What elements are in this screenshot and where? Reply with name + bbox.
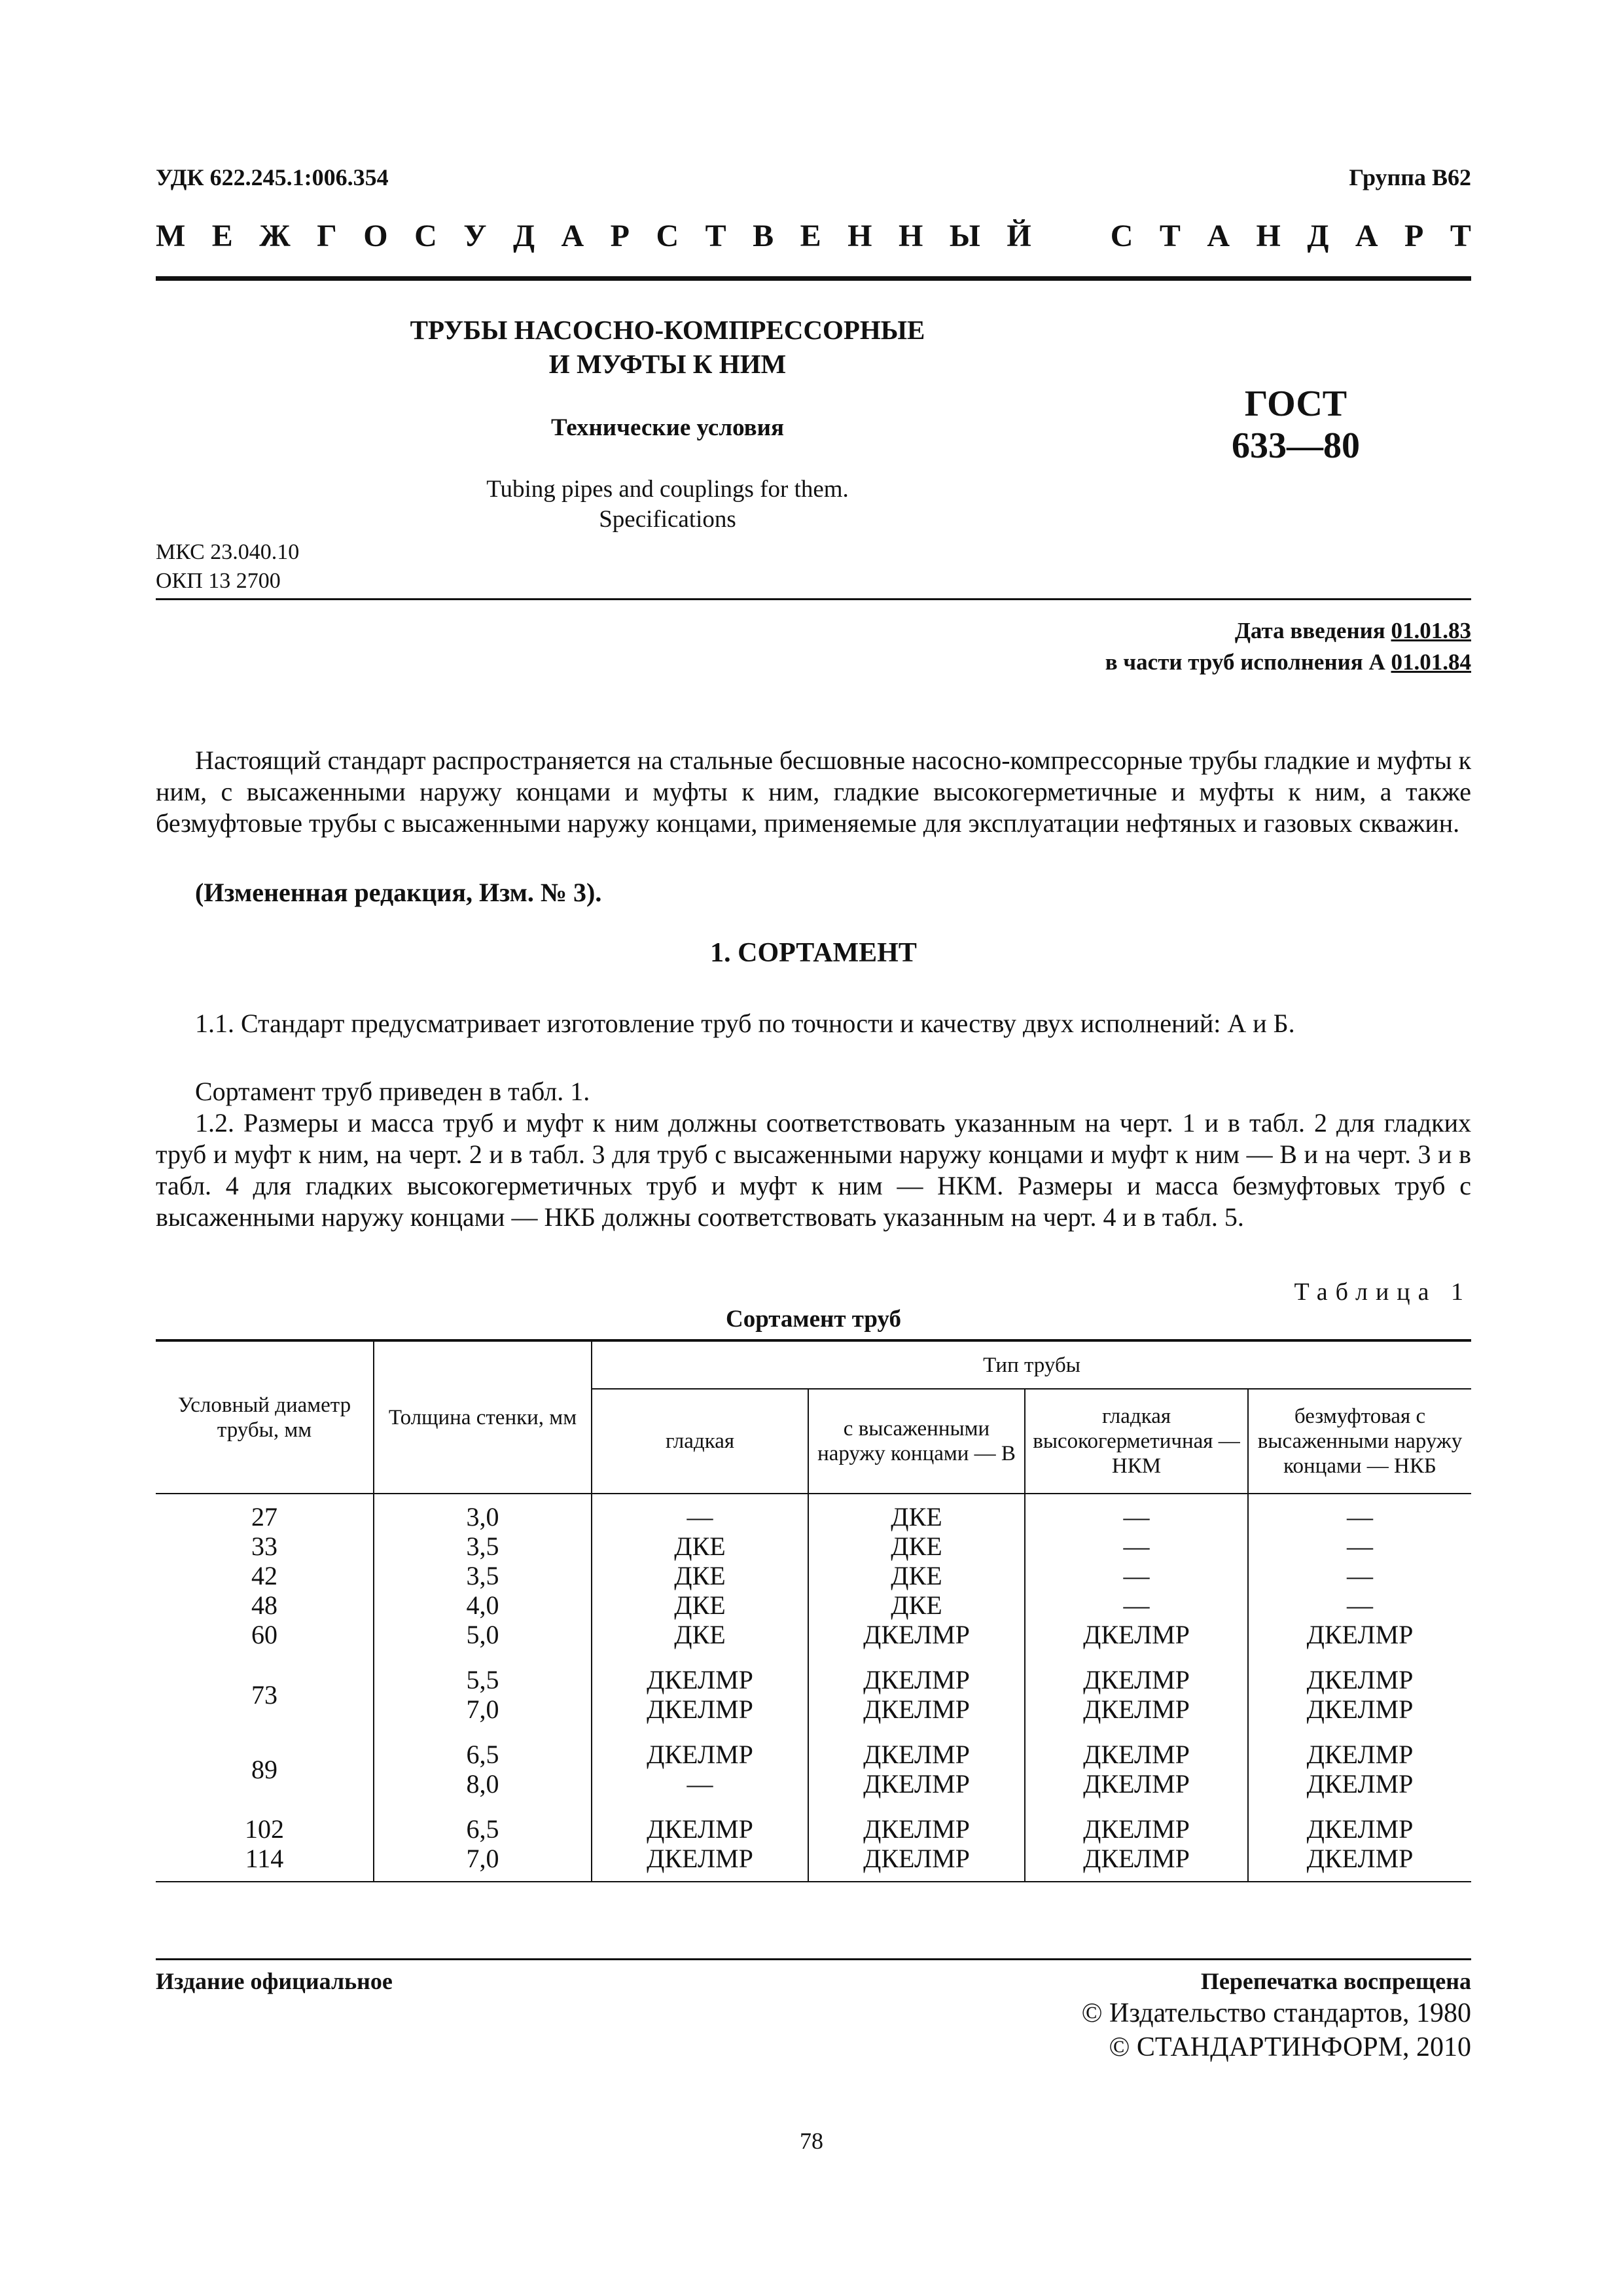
banner-letter: М: [156, 219, 186, 253]
banner-letter: Т: [1159, 219, 1181, 253]
banner-letter: Т: [1450, 219, 1471, 253]
table-cell-wall: [374, 1732, 592, 1806]
scope-paragraph: Настоящий стандарт распространяется на стальные бесшовные насосно-компрессорные трубы гладкие и муфты к ним, с высаженными наружу концами и муфты к ним, гладкие высокогерметичные и муфты к ним, а также безмуфтовые трубы с высаженными наружу концами, применяемые для эксплуатации нефтяных и газовых скважин.: [156, 745, 1471, 838]
cell-value: ДКЕЛМР: [863, 1695, 970, 1724]
copyright-line-1: © Издательство стандартов, 1980: [1081, 1998, 1471, 2028]
banner-letter: Ж: [259, 219, 291, 253]
banner-letter: С: [414, 219, 437, 253]
banner-letter: А: [1355, 219, 1378, 253]
banner-letter: С: [656, 219, 679, 253]
introduction-dates: [1105, 615, 1471, 678]
table-cell-c3: [1025, 1806, 1248, 1882]
document-title: [288, 313, 1047, 381]
cell-value: ДКЕЛМР: [863, 1814, 970, 1844]
table-row: [156, 1494, 1471, 1657]
cell-value: ДКЕ: [891, 1561, 942, 1590]
okp-code: ОКП 13 2700: [156, 569, 281, 593]
cell-value: —: [1347, 1561, 1373, 1590]
official-edition: Издание официальное: [156, 1968, 393, 1994]
header-col-upset: с высаженными наружу концами — В: [808, 1389, 1025, 1494]
cell-value: ДКЕЛМР: [863, 1740, 970, 1769]
cell-value: —: [1123, 1502, 1150, 1532]
english-title-line-2: Specifications: [599, 506, 736, 533]
cell-value: ДКЕ: [891, 1532, 942, 1561]
title-rule: [156, 598, 1471, 600]
cell-value: ДКЕЛМР: [1083, 1620, 1190, 1649]
cell-value: ДКЕЛМР: [647, 1695, 753, 1724]
cell-value: ДКЕ: [674, 1590, 726, 1620]
table-cell-c3: [1025, 1732, 1248, 1806]
cell-value: —: [1347, 1532, 1373, 1561]
cell-value: 8,0: [466, 1769, 499, 1799]
banner-letter: О: [363, 219, 388, 253]
table-cell-c2: [808, 1494, 1025, 1657]
banner-letter: Е: [800, 219, 821, 253]
header-col-smooth: гладкая: [592, 1389, 808, 1494]
table-cell-c4: [1248, 1732, 1471, 1806]
table-cell-wall: [374, 1494, 592, 1657]
cell-value: 3,5: [466, 1561, 499, 1590]
banner-letter: А: [561, 219, 584, 253]
gost-code: 633—80: [1232, 425, 1360, 466]
gost-label: ГОСТ: [1244, 384, 1347, 424]
banner-letter: У: [463, 219, 487, 253]
intro-date-value: 01.01.83: [1391, 618, 1471, 643]
intro-date-line: [1105, 615, 1471, 647]
table-cell-diam: [156, 1806, 374, 1882]
copyright-line-2: © СТАНДАРТИНФОРМ, 2010: [1109, 2032, 1471, 2062]
cell-value: —: [687, 1769, 713, 1799]
banner-letter: А: [1207, 219, 1230, 253]
banner-letter: Д: [1307, 219, 1329, 253]
edition-note: (Измененная редакция, Изм. № 3).: [195, 878, 602, 907]
cell-value: 73: [251, 1679, 277, 1710]
banner-letter: Ы: [949, 219, 980, 253]
english-title-line-1: Tubing pipes and couplings for them.: [486, 476, 849, 503]
table-row: [156, 1806, 1471, 1882]
cell-value: ДКЕЛМР: [647, 1844, 753, 1873]
cell-value: —: [1123, 1590, 1150, 1620]
table-row: [156, 1657, 1471, 1732]
partA-date-value: 01.01.84: [1391, 649, 1471, 675]
table-label: Таблица 1: [1294, 1278, 1471, 1306]
cell-value: ДКЕЛМР: [863, 1844, 970, 1873]
title-line-1: ТРУБЫ НАСОСНО-КОМПРЕССОРНЫЕ: [410, 315, 925, 345]
cell-value: ДКЕ: [891, 1590, 942, 1620]
cell-value: ДКЕЛМР: [647, 1665, 753, 1695]
banner-letter: Н: [1256, 219, 1281, 253]
classification-codes: [156, 538, 299, 596]
cell-value: ДКЕЛМР: [647, 1740, 753, 1769]
clause-1-2: 1.2. Размеры и масса труб и муфт к ним должны соответствовать указанным на черт. 1 и в табл. 2 для гладких труб и муфт к ним, на черт. 2 и в табл. 3 для труб с высаженными наружу концами и муфт к ним — В и на черт. 3 и в табл. 4 для гладких высокогерметичных труб и муфт к ним — НКМ. Размеры и масса безмуфтовых труб с высаженными наружу концами — НКБ должны соответствовать указанным на черт. 4 и в табл. 5.: [156, 1108, 1471, 1232]
banner-letter: Р: [1404, 219, 1424, 253]
cell-value: —: [1123, 1561, 1150, 1590]
table-row: [156, 1732, 1471, 1806]
english-title: [288, 475, 1047, 535]
assortment-reference: Сортамент труб приведен в табл. 1.: [195, 1077, 590, 1106]
document-subtitle: Технические условия: [551, 414, 784, 441]
table-cell-c2: [808, 1732, 1025, 1806]
cell-value: ДКЕЛМР: [1083, 1695, 1190, 1724]
table-cell-diam: [156, 1657, 374, 1732]
cell-value: 3,5: [466, 1532, 499, 1561]
cell-value: ДКЕЛМР: [863, 1665, 970, 1695]
cell-value: 6,5: [466, 1740, 499, 1769]
assortment-table: [156, 1339, 1471, 1882]
banner-letter: Г: [317, 219, 337, 253]
banner-letter: Д: [512, 219, 535, 253]
header-rule: [156, 276, 1471, 281]
banner-letter: Й: [1007, 219, 1031, 253]
cell-value: ДКЕЛМР: [1083, 1844, 1190, 1873]
cell-value: ДКЕ: [674, 1561, 726, 1590]
cell-value: 114: [245, 1844, 284, 1873]
table-cell-wall: [374, 1806, 592, 1882]
cell-value: ДКЕЛМР: [1083, 1665, 1190, 1695]
cell-value: ДКЕЛМР: [1306, 1814, 1414, 1844]
cell-value: ДКЕЛМР: [1083, 1814, 1190, 1844]
cell-value: 33: [251, 1532, 277, 1561]
banner-letter: Р: [610, 219, 630, 253]
table-cell-c4: [1248, 1806, 1471, 1882]
cell-value: —: [1347, 1502, 1373, 1532]
mks-code: МКС 23.040.10: [156, 540, 300, 564]
cell-value: 5,0: [466, 1620, 499, 1649]
cell-value: ДКЕ: [891, 1502, 942, 1532]
cell-value: ДКЕЛМР: [1306, 1665, 1414, 1695]
banner-letter: Т: [705, 219, 726, 253]
table-cell-c3: [1025, 1494, 1248, 1657]
intro-date-label: Дата введения: [1234, 618, 1385, 643]
banner-letter: В: [753, 219, 774, 253]
banner-letter: Н: [898, 219, 923, 253]
clause-1-1: 1.1. Стандарт предусматривает изготовление труб по точности и качеству двух исполнений: А и Б.: [195, 1009, 1295, 1038]
table-cell-diam: [156, 1494, 374, 1657]
partA-date-label: в части труб исполнения А: [1105, 649, 1385, 675]
interstate-standard-banner: [156, 218, 1471, 254]
cell-value: 102: [245, 1814, 284, 1844]
title-line-2: И МУФТЫ К НИМ: [548, 349, 787, 379]
group-code: Группа В62: [1349, 164, 1471, 190]
cell-value: —: [1123, 1532, 1150, 1561]
cell-value: ДКЕЛМР: [1306, 1769, 1414, 1799]
cell-value: ДКЕЛМР: [1306, 1844, 1414, 1873]
table-cell-wall: [374, 1657, 592, 1732]
cell-value: 4,0: [466, 1590, 499, 1620]
cell-value: ДКЕ: [674, 1532, 726, 1561]
cell-value: ДКЕ: [674, 1620, 726, 1649]
page-number: 78: [800, 2128, 823, 2154]
cell-value: 48: [251, 1590, 277, 1620]
cell-value: 7,0: [466, 1844, 499, 1873]
cell-value: 5,5: [466, 1665, 499, 1695]
udk-code: УДК 622.245.1:006.354: [156, 164, 389, 190]
header-wall-thickness: Толщина стенки, мм: [374, 1340, 592, 1494]
banner-letter: С: [1110, 219, 1133, 253]
cell-value: 42: [251, 1561, 277, 1590]
cell-value: ДКЕЛМР: [1306, 1620, 1414, 1649]
cell-value: —: [1347, 1590, 1373, 1620]
partA-date-line: [1105, 647, 1471, 678]
header-col-couplingless: безмуфтовая с высаженными наружу концами — НКБ: [1248, 1389, 1471, 1494]
cell-value: ДКЕЛМР: [1083, 1740, 1190, 1769]
cell-value: 3,0: [466, 1502, 499, 1532]
table-cell-c1: [592, 1494, 808, 1657]
cell-value: ДКЕЛМР: [863, 1769, 970, 1799]
cell-value: 60: [251, 1620, 277, 1649]
table-caption: Сортамент труб: [725, 1306, 902, 1333]
cell-value: 89: [251, 1754, 277, 1784]
cell-value: 7,0: [466, 1695, 499, 1724]
section-title: 1. СОРТАМЕНТ: [710, 938, 917, 968]
header-col-hermetic: гладкая высокогерметичная — НКМ: [1025, 1389, 1248, 1494]
banner-letter: Н: [847, 219, 872, 253]
banner-gap: [1058, 218, 1084, 254]
reprint-prohibited: Перепечатка воспрещена: [1200, 1968, 1471, 1994]
table-cell-c2: [808, 1806, 1025, 1882]
banner-letter: Е: [211, 219, 233, 253]
header-pipe-type: Тип трубы: [592, 1340, 1471, 1389]
table-cell-c4: [1248, 1494, 1471, 1657]
table-body: [156, 1494, 1471, 1882]
footer-rule: [156, 1958, 1471, 1960]
table-cell-c1: [592, 1657, 808, 1732]
table-cell-c4: [1248, 1657, 1471, 1732]
table-cell-c3: [1025, 1657, 1248, 1732]
table-cell-c2: [808, 1657, 1025, 1732]
cell-value: 6,5: [466, 1814, 499, 1844]
table-cell-c1: [592, 1806, 808, 1882]
cell-value: ДКЕЛМР: [863, 1620, 970, 1649]
cell-value: 27: [251, 1502, 277, 1532]
header-diameter: Условный диаметр трубы, мм: [156, 1340, 374, 1494]
cell-value: ДКЕЛМР: [647, 1814, 753, 1844]
copyright: [1082, 1996, 1471, 2064]
cell-value: ДКЕЛМР: [1306, 1740, 1414, 1769]
cell-value: ДКЕЛМР: [1083, 1769, 1190, 1799]
cell-value: ДКЕЛМР: [1306, 1695, 1414, 1724]
gost-number: [1198, 383, 1394, 467]
cell-value: —: [687, 1502, 713, 1532]
table-cell-c1: [592, 1732, 808, 1806]
table-cell-diam: [156, 1732, 374, 1806]
